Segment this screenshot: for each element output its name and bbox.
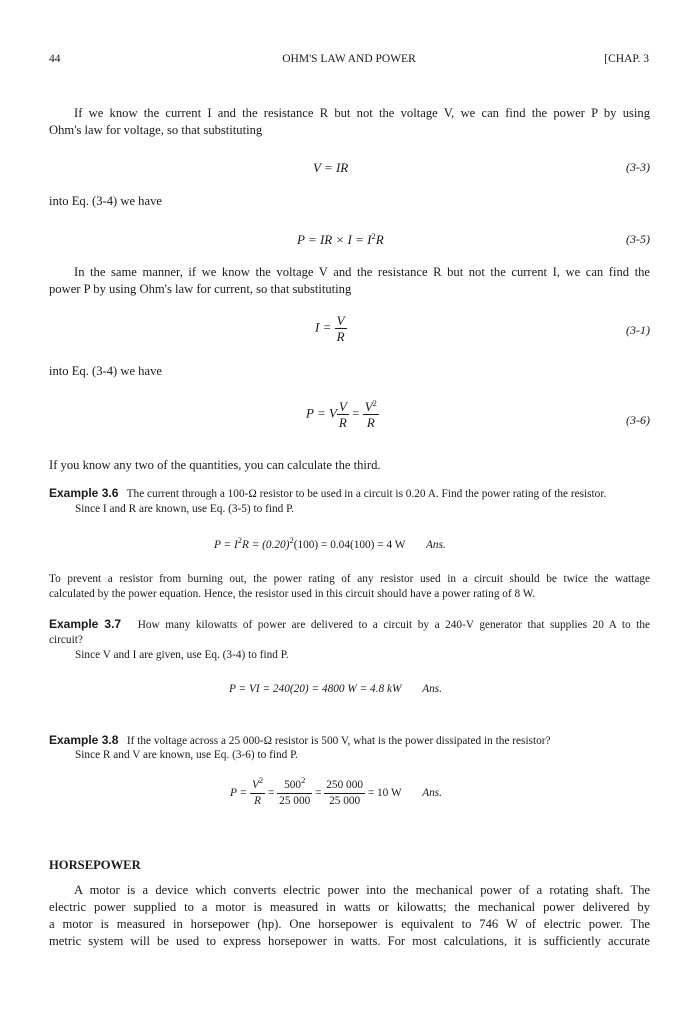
equation-3-6-fraction-2-exponent: 2 [372, 398, 377, 408]
example-3-6-eq-part-a: P = I [214, 539, 238, 551]
running-title: OHM'S LAW AND POWER [282, 53, 416, 65]
example-3-8-result: = 10 W [367, 787, 402, 800]
example-3-6-question: The current through a 100-Ω resistor to be used in a circuit is 0.20 A. Find the power rating of the resistor. [126, 488, 607, 500]
example-3-6-intro [49, 485, 606, 502]
paragraph-1-line-2: Ohm's law for voltage, so that substituting [49, 123, 263, 137]
equation-3-6-fraction-1-denominator: R [338, 415, 347, 430]
example-3-6-answer-label: Ans. [426, 539, 446, 551]
running-header [49, 51, 649, 67]
example-3-8-fraction-3-denominator: 25 000 [329, 795, 361, 807]
example-3-6-label: Example 3.6 [49, 486, 119, 500]
example-3-8-fraction-1 [250, 775, 265, 809]
example-3-8-fraction-2-denominator: 25 000 [279, 795, 311, 807]
example-3-6-equation [214, 537, 446, 553]
paragraph-1-line-1: If we know the current I and the resistance R but not the voltage V, we can find the power P by using [74, 106, 650, 120]
into-eq-text-1: into Eq. (3-4) we have [49, 194, 162, 208]
example-3-8-label: Example 3.8 [49, 733, 119, 747]
equation-3-1-numerator: V [336, 313, 345, 328]
equation-3-5-part-b: R [375, 232, 384, 247]
example-3-8-question: If the voltage across a 25 000-Ω resistor is 500 V, what is the power dissipated in the resistor? [126, 735, 551, 747]
equation-3-1-number: (3-1) [626, 323, 650, 337]
equation-3-6-fraction-2-numerator: V [364, 399, 373, 414]
example-3-8-fraction-1-exponent: 2 [258, 775, 264, 785]
example-3-7-equation [229, 681, 442, 697]
example-3-7-eq-expression: P = VI = 240(20) = 4800 W = 4.8 kW [229, 683, 402, 695]
example-3-8-fraction-1-denominator: R [254, 795, 262, 807]
equation-3-5-number: (3-5) [626, 232, 650, 246]
example-3-8-method: Since R and V are known, use Eq. (3-6) to find P. [75, 749, 298, 761]
equation-3-3-number: (3-3) [626, 160, 650, 174]
equation-3-6-fraction-2-denominator: R [366, 415, 375, 430]
example-3-6-eq-part-b: R = (0.20) [241, 539, 290, 551]
example-3-7-question: How many kilowatts of power are delivered to a circuit by a 240-V generator that supplies 20 A to the [137, 619, 650, 631]
horsepower-line-4: metric system will be used to express horsepower in watts. For most calculations, it is sufficiently accurate [49, 934, 650, 948]
equation-3-6-fraction-1 [337, 399, 349, 430]
chapter-label: [CHAP. 3 [604, 53, 649, 65]
equation-3-1-denominator: R [336, 329, 345, 344]
paragraph-2-line-2: power P by using Ohm's law for current, so that substituting [49, 282, 352, 296]
example-3-7-question-cont: circuit? [49, 634, 83, 646]
equation-3-5-part-a: P = IR × I = I [297, 232, 372, 247]
example-3-6-note-line-2: calculated by the power equation. Hence, the resistor used in this circuit should have a power rating of 8 W. [49, 588, 536, 600]
example-3-7-answer-label: Ans. [422, 683, 443, 695]
example-3-6-method: Since I and R are known, use Eq. (3-5) to find P. [75, 503, 294, 515]
equation-3-6-number: (3-6) [626, 413, 650, 427]
example-3-7-label: Example 3.7 [49, 617, 122, 631]
equation-3-3-expression: V = IR [313, 160, 349, 175]
equation-3-5 [297, 231, 384, 248]
example-3-8-equals-2: = [315, 787, 322, 800]
example-3-8-equation [230, 775, 443, 809]
example-3-8-answer-label: Ans. [422, 787, 443, 800]
equation-3-6-equals: = [352, 405, 360, 421]
equation-3-6-fraction-1-numerator: V [338, 399, 347, 414]
example-3-8-lhs: P = [230, 787, 248, 800]
example-3-8-equals-1: = [267, 787, 275, 800]
equation-3-1-lhs: I = [315, 319, 332, 335]
horsepower-line-2: electric power supplied to a motor is measured in watts or kilowatts; the mechanical power delivered by [49, 900, 650, 914]
example-3-8-fraction-3 [324, 778, 365, 809]
equation-3-5-exponent: 2 [371, 231, 376, 241]
horsepower-line-3: a motor is measured in horsepower (hp). One horsepower is equivalent to 746 W of electric power. The [49, 917, 650, 931]
example-3-8-fraction-2-numerator: 500 [284, 779, 302, 791]
paragraph-2-line-1: In the same manner, if we know the voltage V and the resistance R but not the current I, we can find the [74, 265, 650, 279]
equation-3-1-fraction [335, 313, 347, 344]
equation-3-6 [306, 399, 379, 430]
equation-3-6-lhs: P = V [306, 405, 337, 421]
example-3-7-method: Since V and I are given, use Eq. (3-4) to find P. [75, 649, 289, 661]
example-3-8-fraction-1-numerator: V [251, 779, 259, 791]
section-heading-horsepower: HORSEPOWER [49, 858, 141, 872]
equation-3-3 [313, 159, 348, 176]
example-3-6-note-line-1: To prevent a resistor from burning out, the power rating of any resistor used in a circuit should be twice the wattage [49, 573, 650, 585]
example-3-8-fraction-2 [277, 775, 312, 809]
example-3-7-intro [49, 616, 650, 633]
equation-3-6-fraction-2 [363, 399, 379, 430]
into-eq-text-2: into Eq. (3-4) we have [49, 364, 162, 378]
example-3-6-eq-exp-1: 2 [237, 535, 242, 545]
example-3-8-fraction-3-numerator: 250 000 [324, 778, 365, 794]
example-3-6-eq-exp-2: 2 [289, 535, 294, 545]
example-3-8-fraction-2-exponent: 2 [301, 775, 306, 785]
horsepower-line-1: A motor is a device which converts electric power into the mechanical power of a rotating shaft. The [74, 883, 650, 897]
paragraph-3: If you know any two of the quantities, you can calculate the third. [49, 458, 381, 472]
equation-3-1 [315, 313, 347, 344]
page-number: 44 [49, 53, 61, 65]
example-3-6-eq-part-c: (100) = 0.04(100) = 4 W [293, 539, 406, 551]
